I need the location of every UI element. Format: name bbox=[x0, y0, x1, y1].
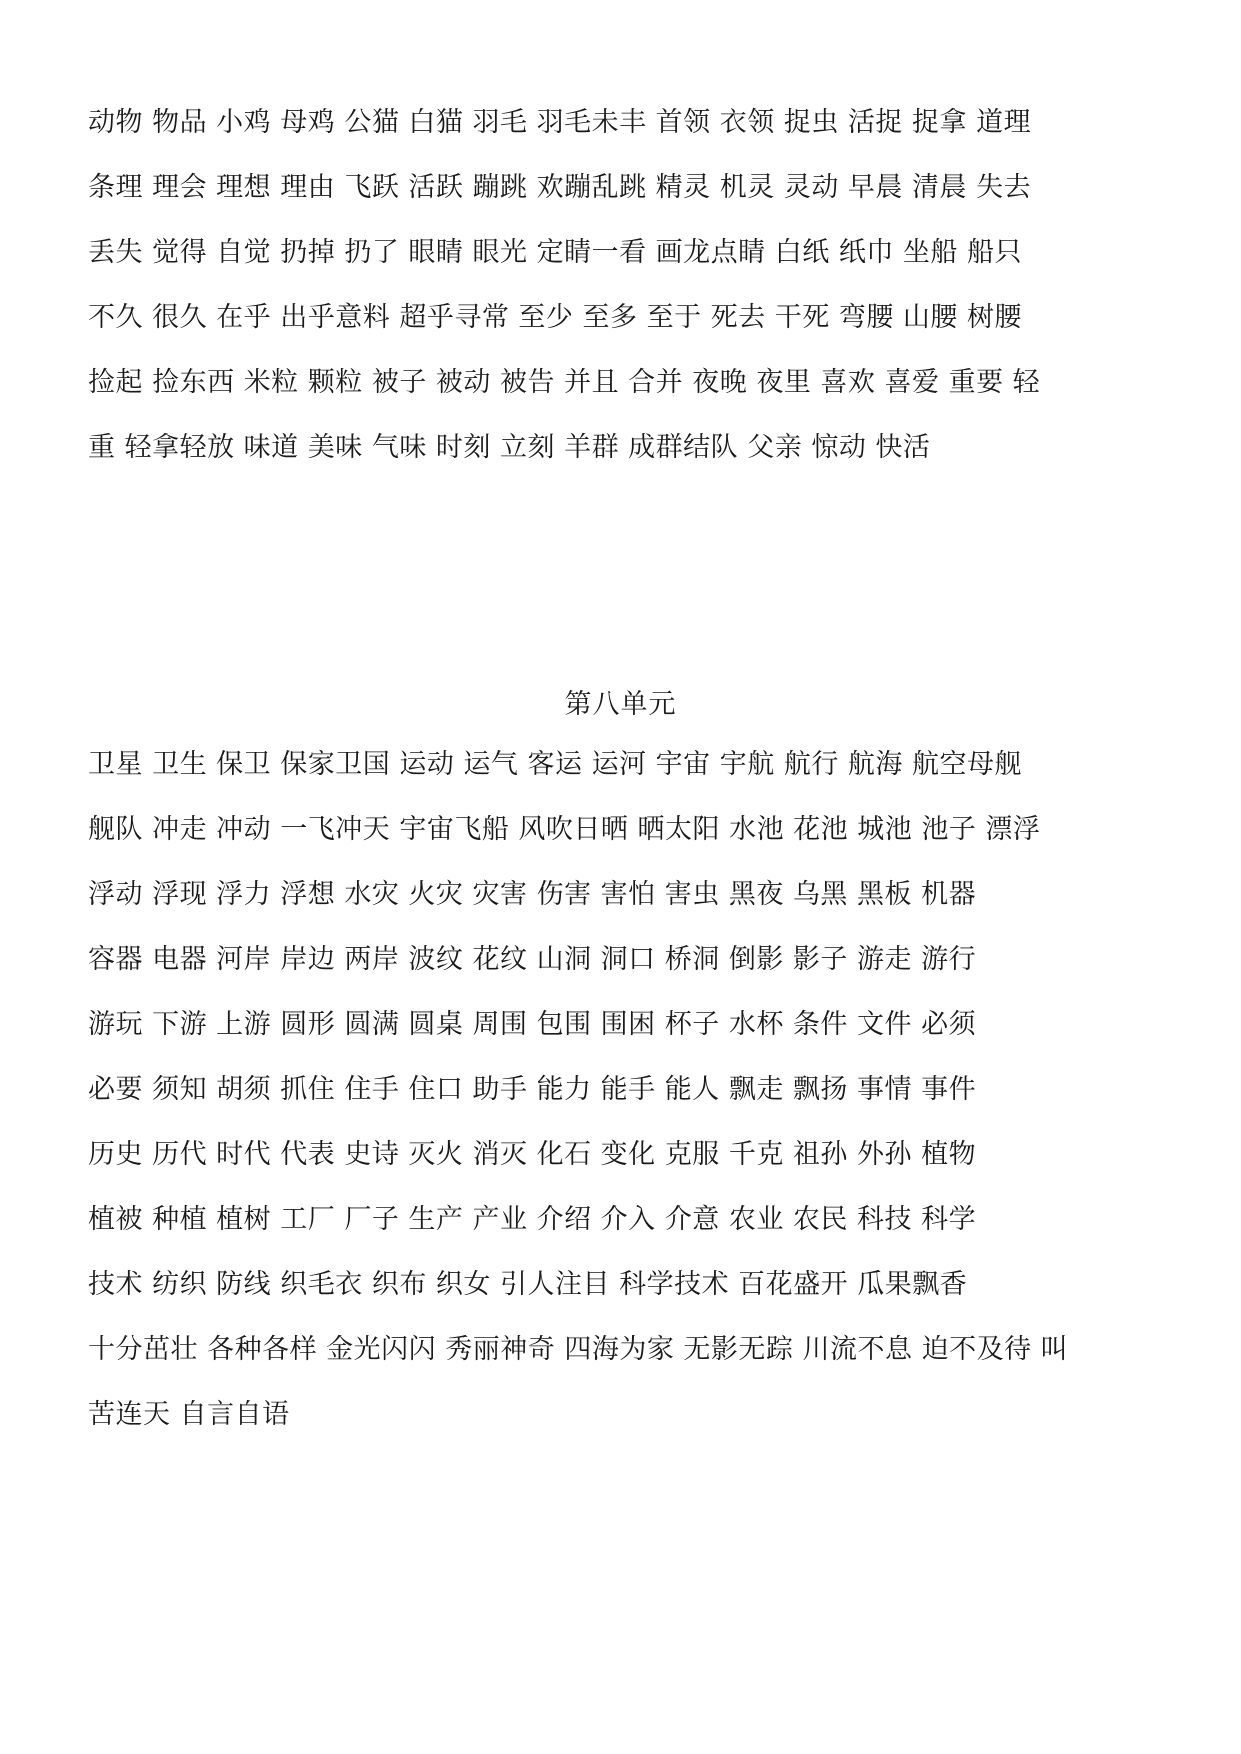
vocabulary-block-2 bbox=[88, 732, 1168, 1447]
unit-title: 第八单元 bbox=[564, 689, 677, 720]
word-line: 舰队 冲走 冲动 一飞冲天 宇宙飞船 风吹日晒 晒太阳 水池 花池 城池 池子 漂浮 bbox=[88, 814, 1041, 845]
word-line: 浮动 浮现 浮力 浮想 水灾 火灾 灾害 伤害 害怕 害虫 黑夜 乌黑 黑板 机器 bbox=[88, 879, 977, 910]
word-line: 十分茁壮 各种各样 金光闪闪 秀丽神奇 四海为家 无影无踪 川流不息 迫不及待 叫 bbox=[88, 1334, 1069, 1365]
vocabulary-block-1 bbox=[88, 90, 1168, 480]
word-line: 容器 电器 河岸 岸边 两岸 波纹 花纹 山洞 洞口 桥洞 倒影 影子 游走 游行 bbox=[88, 944, 977, 975]
word-line: 历史 历代 时代 代表 史诗 灭火 消灭 化石 变化 克服 千克 祖孙 外孙 植物 bbox=[88, 1139, 977, 1170]
word-line: 条理 理会 理想 理由 飞跃 活跃 蹦跳 欢蹦乱跳 精灵 机灵 灵动 早晨 清晨 失去 bbox=[88, 172, 1032, 203]
word-line: 游玩 下游 上游 圆形 圆满 圆桌 周围 包围 围困 杯子 水杯 条件 文件 必须 bbox=[88, 1009, 977, 1040]
word-line: 不久 很久 在乎 出乎意料 超乎寻常 至少 至多 至于 死去 干死 弯腰 山腰 树腰 bbox=[88, 302, 1022, 333]
word-line: 苦连天 自言自语 bbox=[88, 1399, 290, 1430]
word-line: 动物 物品 小鸡 母鸡 公猫 白猫 羽毛 羽毛未丰 首领 衣领 捉虫 活捉 捉拿 道理 bbox=[88, 107, 1032, 138]
word-line: 重 轻拿轻放 味道 美味 气味 时刻 立刻 羊群 成群结队 父亲 惊动 快活 bbox=[88, 432, 931, 463]
word-line: 丢失 觉得 自觉 扔掉 扔了 眼睛 眼光 定睛一看 画龙点睛 白纸 纸巾 坐船 船只 bbox=[88, 237, 1022, 268]
word-line: 卫星 卫生 保卫 保家卫国 运动 运气 客运 运河 宇宙 宇航 航行 航海 航空母舰 bbox=[88, 749, 1022, 780]
word-line: 植被 种植 植树 工厂 厂子 生产 产业 介绍 介入 介意 农业 农民 科技 科学 bbox=[88, 1204, 977, 1235]
word-line: 技术 纺织 防线 织毛衣 织布 织女 引人注目 科学技术 百花盛开 瓜果飘香 bbox=[88, 1269, 968, 1300]
word-line: 必要 须知 胡须 抓住 住手 住口 助手 能力 能手 能人 飘走 飘扬 事情 事件 bbox=[88, 1074, 977, 1105]
word-line: 捡起 捡东西 米粒 颗粒 被子 被动 被告 并且 合并 夜晚 夜里 喜欢 喜爱 重要 轻 bbox=[88, 367, 1041, 398]
